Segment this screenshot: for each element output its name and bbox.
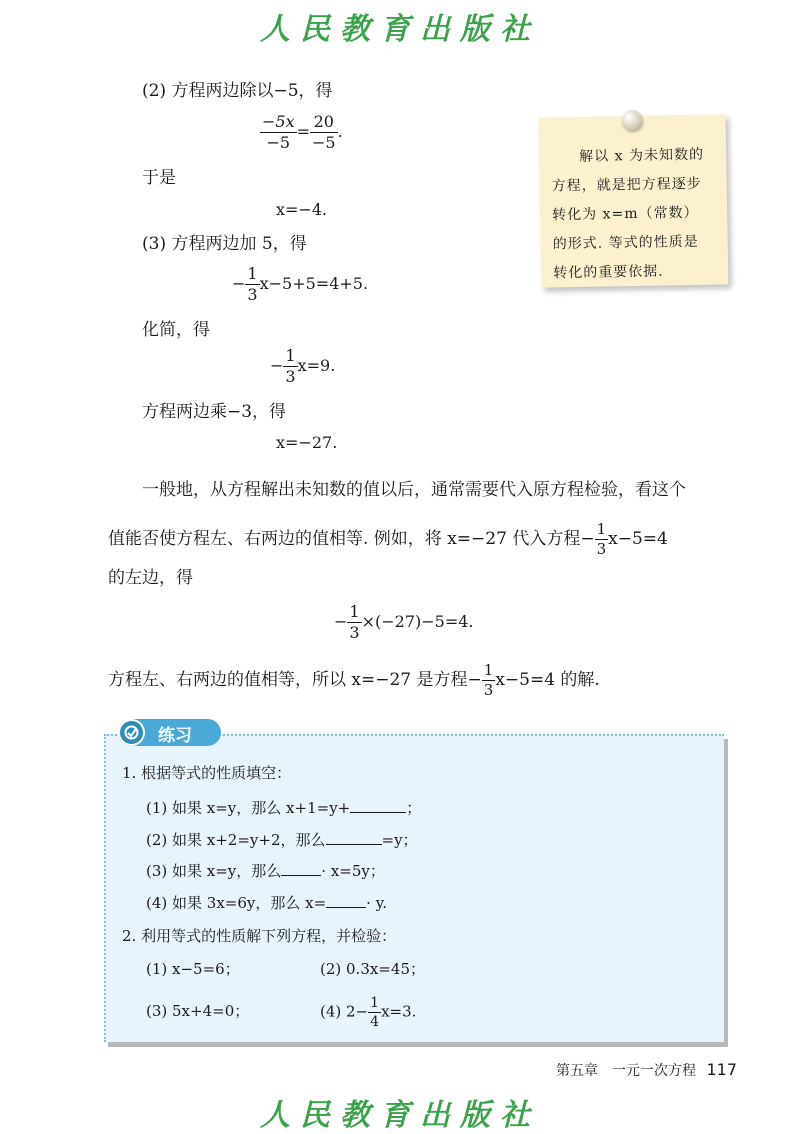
frac-den: 3 xyxy=(596,540,607,558)
frac-den: 3 xyxy=(483,681,494,699)
answer-blank[interactable] xyxy=(281,861,321,876)
note-line: 解以 x 为未知数的 xyxy=(579,146,705,165)
exercise-1-2 xyxy=(146,829,418,851)
text-run: ； xyxy=(406,799,422,817)
page-footer xyxy=(556,1060,737,1080)
frac-num: 1 xyxy=(370,995,380,1011)
equation-rest: ×(−27)−5=4. xyxy=(361,612,474,631)
page-number: 117 xyxy=(706,1060,737,1079)
pushpin-icon xyxy=(622,110,642,130)
step3-simplified xyxy=(270,348,335,385)
frac-den: −5 xyxy=(266,133,291,152)
step3-equation xyxy=(232,266,368,303)
margin-note-card xyxy=(539,114,729,287)
text-run: (4) 2− xyxy=(320,1002,369,1021)
period: . xyxy=(337,122,343,141)
exercise-2: 2. 利用等式的性质解下列方程，并检验： xyxy=(122,927,397,945)
paragraph-1-line-2 xyxy=(108,522,668,557)
practice-title: 练习 xyxy=(158,726,192,746)
publisher-logo-header: 人民教育出版社 xyxy=(260,12,540,47)
exercise-1-3 xyxy=(146,860,385,882)
practice-icon xyxy=(118,719,145,746)
frac-num: 1 xyxy=(349,602,360,621)
frac-num: 1 xyxy=(285,346,296,365)
exercise-1-4 xyxy=(146,892,387,914)
paragraph-1-line-1: 一般地，从方程解出未知数的值以后，通常需要代入原方程检验，看这个 xyxy=(142,480,686,500)
step2-intro: (2) 方程两边除以−5，得 xyxy=(142,81,333,101)
text-run: (2) 如果 x+2=y+2，那么 xyxy=(146,831,326,849)
text-run: · x=5y； xyxy=(321,862,385,880)
step3-intro: (3) 方程两边加 5，得 xyxy=(142,234,307,254)
frac-num: −5x xyxy=(262,112,295,131)
step3-result: x=−27. xyxy=(276,433,338,452)
text-run: (4) 如果 3x=6y，那么 x= xyxy=(146,894,327,912)
minus-sign: − xyxy=(270,356,284,375)
huajian-text: 化简，得 xyxy=(142,320,210,340)
frac-den: −5 xyxy=(312,133,336,152)
step3-multiply: 方程两边乘−3，得 xyxy=(142,402,287,422)
chapter-label: 第五章 一元一次方程 xyxy=(556,1063,696,1079)
equation-rest: x=9. xyxy=(297,356,336,375)
yushi-text: 于是 xyxy=(142,168,176,188)
text-run: (3) 如果 x=y，那么 xyxy=(146,862,282,880)
answer-blank[interactable] xyxy=(326,830,382,845)
paragraph-2 xyxy=(108,663,600,698)
frac-den: 4 xyxy=(370,1014,380,1030)
frac-num: 1 xyxy=(247,264,258,283)
equals-sign: = xyxy=(296,122,311,141)
frac-num: 20 xyxy=(310,114,338,133)
exercise-2-1: (1) x−5=6； xyxy=(146,960,240,978)
text-run: =y； xyxy=(381,831,418,849)
frac-num: 1 xyxy=(483,661,494,679)
frac-den: 3 xyxy=(247,285,258,304)
answer-blank[interactable] xyxy=(350,798,406,813)
frac-den: 3 xyxy=(349,623,360,642)
answer-blank[interactable] xyxy=(326,893,366,908)
text-run: · y. xyxy=(366,894,387,912)
note-text xyxy=(551,141,706,289)
frac-num: 1 xyxy=(596,520,607,538)
text-run: x−5=4 的解. xyxy=(495,670,600,690)
exercise-2-2: (2) 0.3x=45； xyxy=(320,960,425,978)
exercise-2-4 xyxy=(320,996,416,1029)
text-run: x=3. xyxy=(381,1002,417,1021)
exercise-1-1 xyxy=(146,797,421,819)
minus-sign: − xyxy=(334,612,348,631)
text-run: x−5=4 xyxy=(608,529,668,549)
exercise-2-3: (3) 5x+4=0； xyxy=(146,1002,250,1020)
note-line: 方程，就是把方程逐步 xyxy=(551,175,702,195)
text-run: (1) 如果 x=y，那么 x+1=y+ xyxy=(146,799,351,817)
minus-sign: − xyxy=(232,274,246,293)
step2-equation xyxy=(260,114,343,151)
note-line: 转化为 x=m（常数） xyxy=(552,204,699,224)
equation-rest: x−5+5=4+5. xyxy=(259,274,369,293)
exercise-1: 1. 根据等式的性质填空： xyxy=(122,764,292,782)
text-run: 方程左、右两边的值相等，所以 x=−27 是方程− xyxy=(108,670,482,690)
text-run: 值能否使方程左、右两边的值相等. 例如，将 x=−27 代入方程− xyxy=(108,529,595,549)
note-line: 的形式. 等式的性质是 xyxy=(552,233,699,253)
step2-result: x=−4. xyxy=(276,200,328,219)
check-equation xyxy=(334,604,474,641)
frac-den: 3 xyxy=(285,367,296,386)
publisher-logo-footer: 人民教育出版社 xyxy=(260,1098,540,1133)
paragraph-1-line-3: 的左边，得 xyxy=(108,568,193,588)
note-line: 转化的重要依据. xyxy=(553,263,664,282)
